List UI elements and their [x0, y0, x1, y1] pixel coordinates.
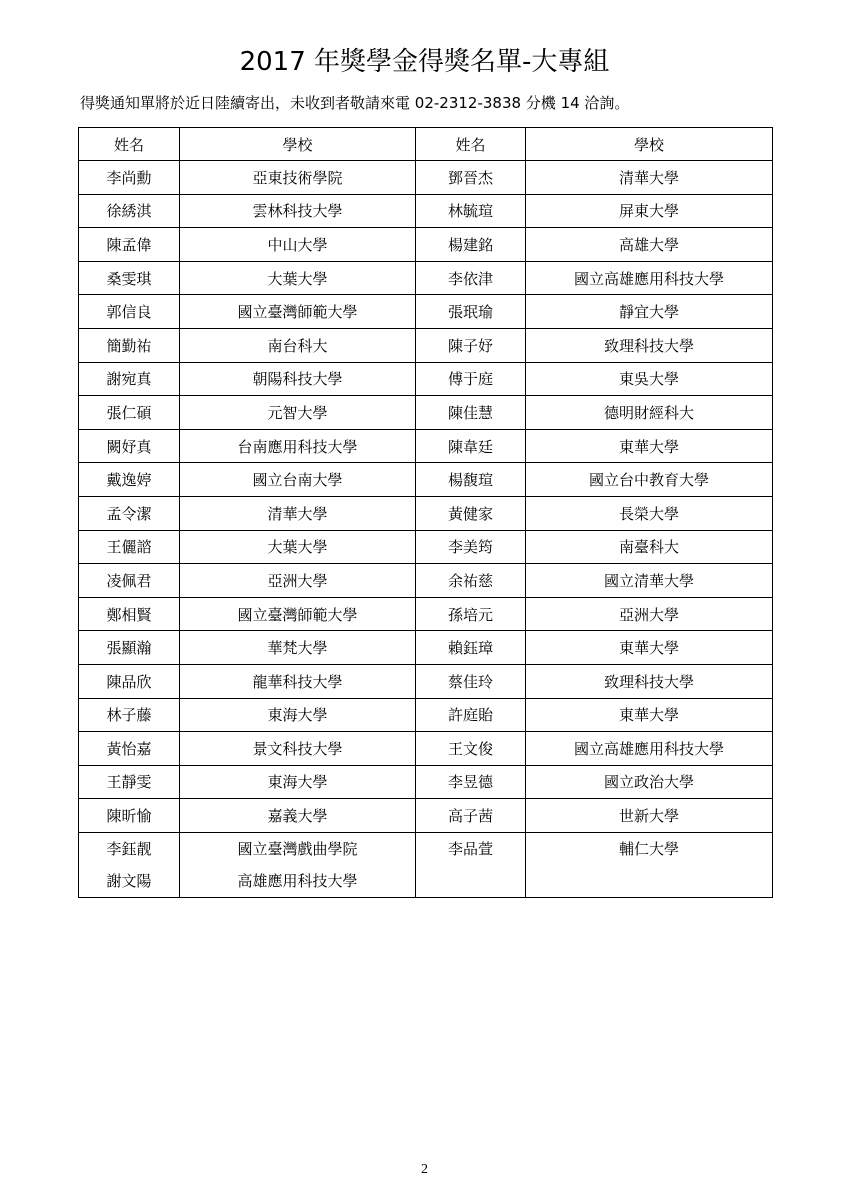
recipient-name: 謝文陽: [106, 871, 152, 890]
school-cell: 國立政治大學: [526, 765, 773, 799]
table-row: [79, 261, 773, 295]
school-name: 國立臺灣戲曲學院: [237, 839, 358, 858]
name-cell: 孫培元: [416, 597, 526, 631]
school-cell: 靜宜大學: [526, 295, 773, 329]
school-cell: [180, 832, 416, 897]
table-row: [79, 463, 773, 497]
name-cell: 陳昕愉: [79, 799, 180, 833]
school-cell: 國立高雄應用科技大學: [526, 732, 773, 766]
table-row: [79, 194, 773, 228]
name-cell: 陳孟偉: [79, 228, 180, 262]
school-cell: [526, 832, 773, 897]
school-cell: 南台科大: [180, 328, 416, 362]
awards-table: [78, 127, 773, 898]
school-cell: 元智大學: [180, 396, 416, 430]
school-cell: 龍華科技大學: [180, 664, 416, 698]
school-name: 高雄應用科技大學: [237, 871, 358, 890]
school-cell: 東華大學: [526, 429, 773, 463]
school-cell: 國立臺灣師範大學: [180, 295, 416, 329]
table-row: [79, 295, 773, 329]
name-cell: 李美筠: [416, 530, 526, 564]
name-cell: 鄭相賢: [79, 597, 180, 631]
school-cell: 中山大學: [180, 228, 416, 262]
name-cell: 王文俊: [416, 732, 526, 766]
name-cell: 陳佳慧: [416, 396, 526, 430]
school-cell: 國立清華大學: [526, 564, 773, 598]
name-cell: 凌佩君: [79, 564, 180, 598]
school-name: 輔仁大學: [618, 839, 679, 858]
school-cell: 大葉大學: [180, 261, 416, 295]
school-cell: 高雄大學: [526, 228, 773, 262]
school-cell: 亞東技術學院: [180, 161, 416, 195]
name-cell: 郭信良: [79, 295, 180, 329]
name-cell: 李尚勳: [79, 161, 180, 195]
school-cell: 雲林科技大學: [180, 194, 416, 228]
school-cell: 景文科技大學: [180, 732, 416, 766]
table-row: [79, 799, 773, 833]
name-cell: 林子藤: [79, 698, 180, 732]
table-row: [79, 765, 773, 799]
name-cell: [79, 832, 180, 897]
name-cell: 李依津: [416, 261, 526, 295]
recipient-name: 李品萱: [447, 839, 493, 858]
school-cell: 華梵大學: [180, 631, 416, 665]
school-cell: 國立台中教育大學: [526, 463, 773, 497]
table-row: [79, 161, 773, 195]
school-cell: 大葉大學: [180, 530, 416, 564]
school-cell: 朝陽科技大學: [180, 362, 416, 396]
page-number: 2: [421, 1162, 428, 1177]
school-cell: 國立臺灣師範大學: [180, 597, 416, 631]
table-row: [79, 362, 773, 396]
school-cell: 國立台南大學: [180, 463, 416, 497]
table-row: [79, 564, 773, 598]
name-cell: 孟令潔: [79, 496, 180, 530]
name-cell: 楊建銘: [416, 228, 526, 262]
name-cell: 賴鈺璋: [416, 631, 526, 665]
table-row: [79, 732, 773, 766]
school-cell: 南臺科大: [526, 530, 773, 564]
name-cell: 傅于庭: [416, 362, 526, 396]
school-cell: 東海大學: [180, 765, 416, 799]
school-cell: 東海大學: [180, 698, 416, 732]
name-cell: 闕妤真: [79, 429, 180, 463]
name-cell: 桑雯琪: [79, 261, 180, 295]
name-cell: 陳韋廷: [416, 429, 526, 463]
header-school-left: 學校: [180, 128, 416, 161]
table-row: [79, 429, 773, 463]
table-row: [79, 530, 773, 564]
table-row: [79, 664, 773, 698]
name-cell: 楊馥瑄: [416, 463, 526, 497]
name-cell: 徐綉淇: [79, 194, 180, 228]
table-row: [79, 832, 773, 897]
name-cell: 黃健家: [416, 496, 526, 530]
name-cell: 王儷諮: [79, 530, 180, 564]
name-cell: 戴逸婷: [79, 463, 180, 497]
header-school-right: 學校: [526, 128, 773, 161]
header-name-left: 姓名: [79, 128, 180, 161]
table-row: [79, 328, 773, 362]
name-cell: [416, 832, 526, 897]
school-cell: 東華大學: [526, 631, 773, 665]
table-row: [79, 597, 773, 631]
name-cell: 王靜雯: [79, 765, 180, 799]
name-cell: 謝宛真: [79, 362, 180, 396]
name-cell: 余祐慈: [416, 564, 526, 598]
notice-text: 得獎通知單將於近日陸續寄出，未收到者敬請來電 02-2312-3838 分機 14 洽詢。: [80, 94, 630, 112]
school-cell: 亞洲大學: [526, 597, 773, 631]
name-cell: 許庭貽: [416, 698, 526, 732]
school-cell: 台南應用科技大學: [180, 429, 416, 463]
name-cell: 林毓瑄: [416, 194, 526, 228]
header-name-right: 姓名: [416, 128, 526, 161]
name-cell: 高子茜: [416, 799, 526, 833]
table-row: [79, 631, 773, 665]
name-cell: 張顯瀚: [79, 631, 180, 665]
school-cell: 屏東大學: [526, 194, 773, 228]
school-cell: 東吳大學: [526, 362, 773, 396]
school-cell: 世新大學: [526, 799, 773, 833]
name-cell: 簡勤祐: [79, 328, 180, 362]
table-header-row: [79, 128, 773, 161]
name-cell: 鄧晉杰: [416, 161, 526, 195]
school-cell: 亞洲大學: [180, 564, 416, 598]
school-cell: 清華大學: [180, 496, 416, 530]
school-cell: 致理科技大學: [526, 664, 773, 698]
school-cell: 致理科技大學: [526, 328, 773, 362]
recipient-name: 李鈺靓: [106, 839, 152, 858]
school-cell: 東華大學: [526, 698, 773, 732]
name-cell: 李昱德: [416, 765, 526, 799]
table-row: [79, 496, 773, 530]
school-cell: 嘉義大學: [180, 799, 416, 833]
name-cell: 張仁碩: [79, 396, 180, 430]
name-cell: 黃怡嘉: [79, 732, 180, 766]
school-cell: 德明財經科大: [526, 396, 773, 430]
name-cell: 蔡佳玲: [416, 664, 526, 698]
name-cell: 陳子妤: [416, 328, 526, 362]
page-title: 2017 年獎學金得獎名單-大專組: [239, 47, 610, 77]
name-cell: 張珉瑜: [416, 295, 526, 329]
school-cell: 清華大學: [526, 161, 773, 195]
table-row: [79, 396, 773, 430]
school-cell: 長榮大學: [526, 496, 773, 530]
name-cell: 陳品欣: [79, 664, 180, 698]
table-row: [79, 228, 773, 262]
school-cell: 國立高雄應用科技大學: [526, 261, 773, 295]
table-row: [79, 698, 773, 732]
